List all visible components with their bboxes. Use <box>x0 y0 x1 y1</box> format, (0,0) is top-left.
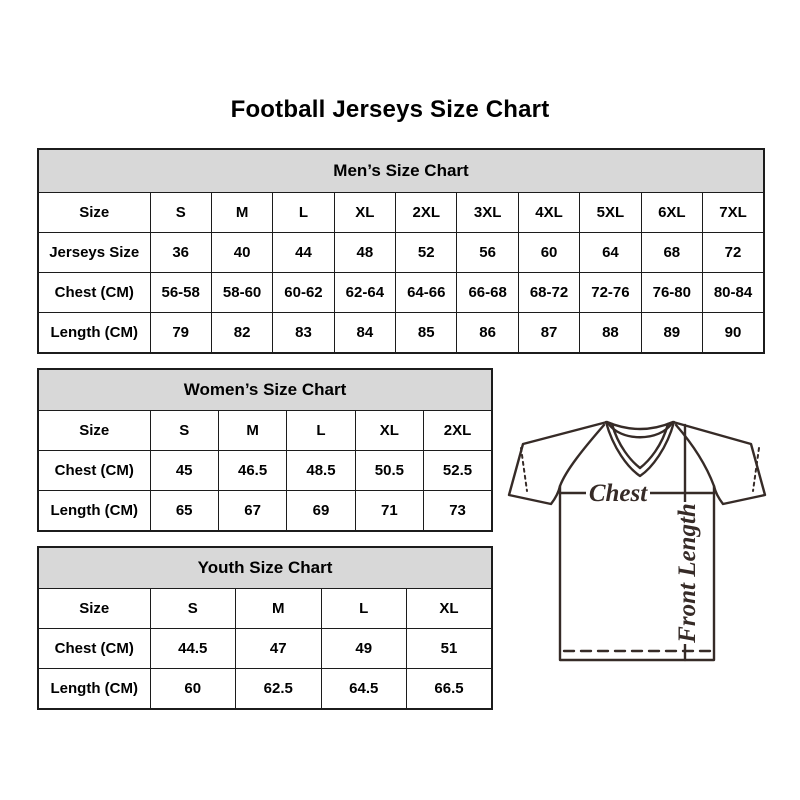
value-cell: 60-62 <box>273 273 334 313</box>
value-cell: 2XL <box>396 193 457 233</box>
value-cell: M <box>218 411 286 451</box>
value-cell: 66-68 <box>457 273 518 313</box>
row-label-cell: Size <box>38 193 150 233</box>
value-cell: 48.5 <box>287 451 355 491</box>
womens-table-header: Women’s Size Chart <box>38 369 492 411</box>
value-cell: S <box>150 193 211 233</box>
table-row <box>38 233 764 273</box>
mens-size-table <box>37 148 765 354</box>
womens-size-table <box>37 368 493 532</box>
value-cell: 76-80 <box>641 273 702 313</box>
row-label-cell: Length (CM) <box>38 669 150 710</box>
value-cell: 60 <box>150 669 236 710</box>
value-cell: 46.5 <box>218 451 286 491</box>
value-cell: 90 <box>703 313 764 354</box>
table-row <box>38 313 764 354</box>
value-cell: XL <box>407 589 493 629</box>
row-label-cell: Size <box>38 589 150 629</box>
value-cell: 50.5 <box>355 451 423 491</box>
value-cell: 56 <box>457 233 518 273</box>
table-header-row <box>38 149 764 193</box>
value-cell: 51 <box>407 629 493 669</box>
value-cell: 82 <box>211 313 272 354</box>
value-cell: 64.5 <box>321 669 407 710</box>
value-cell: M <box>211 193 272 233</box>
table-row <box>38 491 492 532</box>
value-cell: 60 <box>518 233 579 273</box>
row-label-cell: Length (CM) <box>38 491 150 532</box>
value-cell: XL <box>334 193 395 233</box>
row-label-cell: Length (CM) <box>38 313 150 354</box>
value-cell: 71 <box>355 491 423 532</box>
value-cell: 86 <box>457 313 518 354</box>
value-cell: L <box>287 411 355 451</box>
row-label-cell: Chest (CM) <box>38 629 150 669</box>
table-row <box>38 629 492 669</box>
value-cell: 73 <box>424 491 492 532</box>
table-header-row <box>38 369 492 411</box>
value-cell: 52.5 <box>424 451 492 491</box>
row-label-cell: Chest (CM) <box>38 451 150 491</box>
value-cell: L <box>321 589 407 629</box>
value-cell: 44 <box>273 233 334 273</box>
value-cell: 62-64 <box>334 273 395 313</box>
value-cell: 6XL <box>641 193 702 233</box>
value-cell: 88 <box>580 313 641 354</box>
value-cell: 52 <box>396 233 457 273</box>
value-cell: 89 <box>641 313 702 354</box>
value-cell: 83 <box>273 313 334 354</box>
table-row <box>38 669 492 710</box>
value-cell: 72-76 <box>580 273 641 313</box>
youth-size-table <box>37 546 493 710</box>
value-cell: L <box>273 193 334 233</box>
value-cell: 66.5 <box>407 669 493 710</box>
value-cell: S <box>150 589 236 629</box>
value-cell: 44.5 <box>150 629 236 669</box>
value-cell: 87 <box>518 313 579 354</box>
row-label-cell: Size <box>38 411 150 451</box>
value-cell: 62.5 <box>236 669 322 710</box>
front-length-label: Front Length <box>674 503 701 643</box>
table-row <box>38 589 492 629</box>
youth-table-header: Youth Size Chart <box>38 547 492 589</box>
value-cell: 69 <box>287 491 355 532</box>
value-cell: 64-66 <box>396 273 457 313</box>
table-header-row <box>38 547 492 589</box>
row-label-cell: Chest (CM) <box>38 273 150 313</box>
value-cell: 49 <box>321 629 407 669</box>
jersey-measurement-diagram <box>500 398 780 683</box>
jersey-outline <box>509 422 765 660</box>
value-cell: 5XL <box>580 193 641 233</box>
row-label-cell: Jerseys Size <box>38 233 150 273</box>
value-cell: 7XL <box>703 193 764 233</box>
value-cell: 47 <box>236 629 322 669</box>
value-cell: 64 <box>580 233 641 273</box>
value-cell: 48 <box>334 233 395 273</box>
mens-table-header: Men’s Size Chart <box>38 149 764 193</box>
value-cell: 68-72 <box>518 273 579 313</box>
table-row <box>38 411 492 451</box>
value-cell: 85 <box>396 313 457 354</box>
value-cell: M <box>236 589 322 629</box>
value-cell: 80-84 <box>703 273 764 313</box>
value-cell: 45 <box>150 451 218 491</box>
table-row <box>38 451 492 491</box>
value-cell: 68 <box>641 233 702 273</box>
value-cell: 3XL <box>457 193 518 233</box>
value-cell: 4XL <box>518 193 579 233</box>
value-cell: 72 <box>703 233 764 273</box>
table-row <box>38 273 764 313</box>
table-row <box>38 193 764 233</box>
value-cell: 58-60 <box>211 273 272 313</box>
value-cell: 2XL <box>424 411 492 451</box>
value-cell: 67 <box>218 491 286 532</box>
chest-label: Chest <box>588 480 648 507</box>
value-cell: 40 <box>211 233 272 273</box>
value-cell: S <box>150 411 218 451</box>
value-cell: 36 <box>150 233 211 273</box>
value-cell: 79 <box>150 313 211 354</box>
value-cell: 65 <box>150 491 218 532</box>
page-title: Football Jerseys Size Chart <box>230 96 550 123</box>
value-cell: 56-58 <box>150 273 211 313</box>
value-cell: XL <box>355 411 423 451</box>
value-cell: 84 <box>334 313 395 354</box>
